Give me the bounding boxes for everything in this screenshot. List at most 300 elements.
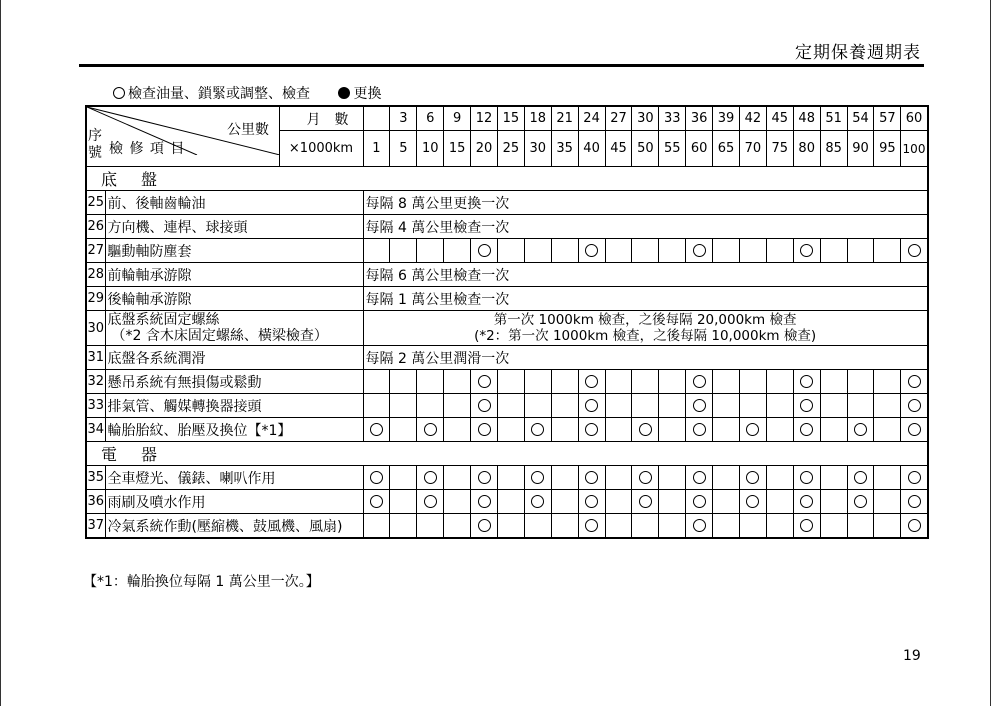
legend-filled-label: 更換 — [353, 86, 382, 102]
schedule-cell — [524, 239, 551, 263]
row-number: 26 — [86, 215, 105, 239]
schedule-cell — [444, 370, 471, 394]
page-number: 19 — [903, 648, 921, 664]
section-row — [86, 167, 928, 191]
schedule-cell — [739, 239, 766, 263]
schedule-cell — [820, 490, 847, 514]
row-number: 25 — [86, 191, 105, 215]
open-circle-icon — [693, 471, 706, 484]
row-number: 31 — [86, 346, 105, 370]
schedule-cell — [793, 418, 820, 442]
month-cell: 24 — [578, 106, 605, 131]
schedule-cell — [363, 370, 390, 394]
schedule-cell — [901, 514, 928, 539]
schedule-cell — [390, 466, 417, 490]
schedule-cell — [605, 394, 632, 418]
legend — [113, 83, 381, 103]
schedule-cell — [390, 490, 417, 514]
schedule-cell — [390, 514, 417, 539]
schedule-row — [86, 287, 928, 311]
open-circle-icon — [800, 244, 813, 257]
schedule-cell — [471, 514, 498, 539]
schedule-cell — [417, 514, 444, 539]
schedule-cell — [578, 418, 605, 442]
schedule-cell — [390, 418, 417, 442]
schedule-cell — [471, 490, 498, 514]
schedule-cell — [605, 490, 632, 514]
row-number: 36 — [86, 490, 105, 514]
item-name — [105, 311, 363, 346]
open-circle-icon — [693, 495, 706, 508]
km-cell: 5 — [390, 131, 417, 167]
km-cell: 90 — [847, 131, 874, 167]
km-cell: 1 — [363, 131, 390, 167]
schedule-cell — [766, 490, 793, 514]
schedule-cell — [874, 418, 901, 442]
schedule-cell — [874, 514, 901, 539]
open-circle-icon — [800, 375, 813, 388]
schedule-cell — [497, 466, 524, 490]
schedule-cell — [686, 394, 713, 418]
interval-note-line-2: (*2：第一次 1000km 檢查，之後每隔 10,000km 檢查) — [474, 328, 817, 344]
schedule-row — [86, 311, 928, 346]
month-cell — [363, 106, 390, 131]
schedule-cell — [901, 418, 928, 442]
schedule-cell — [497, 418, 524, 442]
month-cell: 15 — [497, 106, 524, 131]
item-name: 方向機、連桿、球接頭 — [105, 215, 363, 239]
schedule-cell — [605, 514, 632, 539]
schedule-cell — [713, 466, 740, 490]
open-circle-icon — [113, 87, 125, 99]
schedule-cell — [793, 370, 820, 394]
open-circle-icon — [854, 471, 867, 484]
item-label: 檢 修 項 目 — [109, 141, 186, 157]
row-number: 29 — [86, 287, 105, 311]
header-row-months — [86, 106, 928, 131]
months-label: 月 數 — [279, 106, 363, 131]
km-cell: 75 — [766, 131, 793, 167]
open-circle-icon — [639, 471, 652, 484]
schedule-cell — [632, 466, 659, 490]
open-circle-icon — [908, 495, 921, 508]
schedule-cell — [713, 239, 740, 263]
schedule-cell — [901, 239, 928, 263]
schedule-cell — [793, 394, 820, 418]
schedule-cell — [632, 394, 659, 418]
schedule-cell — [471, 370, 498, 394]
schedule-cell — [551, 239, 578, 263]
row-number: 28 — [86, 263, 105, 287]
interval-note — [363, 311, 928, 346]
unit-label: ×1000km — [279, 131, 363, 167]
schedule-cell — [820, 370, 847, 394]
schedule-cell — [793, 239, 820, 263]
schedule-cell — [847, 394, 874, 418]
schedule-cell — [847, 514, 874, 539]
schedule-cell — [793, 466, 820, 490]
schedule-cell — [444, 514, 471, 539]
schedule-cell — [632, 490, 659, 514]
schedule-cell — [713, 514, 740, 539]
schedule-cell — [363, 466, 390, 490]
schedule-cell — [444, 490, 471, 514]
schedule-cell — [847, 466, 874, 490]
interval-note: 每隔 1 萬公里檢查一次 — [363, 287, 928, 311]
open-circle-icon — [531, 495, 544, 508]
month-cell: 12 — [471, 106, 498, 131]
schedule-cell — [551, 418, 578, 442]
schedule-cell — [444, 394, 471, 418]
schedule-cell — [901, 466, 928, 490]
schedule-cell — [874, 239, 901, 263]
open-circle-icon — [424, 471, 437, 484]
schedule-cell — [417, 418, 444, 442]
km-cell: 15 — [444, 131, 471, 167]
km-cell: 85 — [820, 131, 847, 167]
schedule-cell — [471, 394, 498, 418]
schedule-cell — [390, 394, 417, 418]
open-circle-icon — [800, 399, 813, 412]
title-rule — [79, 64, 924, 67]
schedule-cell — [659, 490, 686, 514]
schedule-cell — [578, 514, 605, 539]
schedule-cell — [874, 394, 901, 418]
schedule-row — [86, 466, 928, 490]
schedule-cell — [417, 466, 444, 490]
row-number: 37 — [86, 514, 105, 539]
schedule-cell — [739, 394, 766, 418]
schedule-cell — [417, 370, 444, 394]
item-name: 驅動軸防塵套 — [105, 239, 363, 263]
schedule-cell — [739, 370, 766, 394]
month-cell: 51 — [820, 106, 847, 131]
schedule-cell — [686, 490, 713, 514]
schedule-cell — [901, 370, 928, 394]
schedule-cell — [659, 239, 686, 263]
schedule-cell — [524, 514, 551, 539]
open-circle-icon — [478, 519, 491, 532]
schedule-cell — [497, 394, 524, 418]
open-circle-icon — [908, 375, 921, 388]
schedule-row — [86, 215, 928, 239]
open-circle-icon — [424, 423, 437, 436]
month-cell: 27 — [605, 106, 632, 131]
schedule-cell — [820, 514, 847, 539]
open-circle-icon — [370, 495, 383, 508]
schedule-cell — [874, 466, 901, 490]
interval-note-line-1: 第一次 1000km 檢查，之後每隔 20,000km 檢查 — [493, 312, 797, 328]
km-cell: 55 — [659, 131, 686, 167]
schedule-cell — [551, 490, 578, 514]
schedule-cell — [766, 370, 793, 394]
schedule-cell — [847, 490, 874, 514]
filled-circle-icon — [338, 87, 350, 99]
open-circle-icon — [639, 423, 652, 436]
schedule-cell — [739, 514, 766, 539]
open-circle-icon — [585, 471, 598, 484]
item-name: 底盤各系統潤滑 — [105, 346, 363, 370]
schedule-cell — [659, 466, 686, 490]
schedule-cell — [820, 466, 847, 490]
schedule-cell — [497, 514, 524, 539]
open-circle-icon — [585, 244, 598, 257]
schedule-cell — [578, 490, 605, 514]
schedule-cell — [659, 514, 686, 539]
schedule-cell — [632, 418, 659, 442]
month-cell: 42 — [739, 106, 766, 131]
row-number: 35 — [86, 466, 105, 490]
km-cell: 65 — [713, 131, 740, 167]
km-cell: 30 — [524, 131, 551, 167]
open-circle-icon — [746, 495, 759, 508]
schedule-cell — [578, 394, 605, 418]
schedule-cell — [497, 239, 524, 263]
schedule-cell — [524, 370, 551, 394]
schedule-cell — [363, 514, 390, 539]
open-circle-icon — [693, 244, 706, 257]
schedule-cell — [713, 490, 740, 514]
open-circle-icon — [854, 495, 867, 508]
schedule-cell — [766, 514, 793, 539]
schedule-cell — [444, 239, 471, 263]
schedule-cell — [363, 394, 390, 418]
legend-open-label: 檢查油量、鎖緊或調整、檢查 — [128, 86, 310, 102]
schedule-cell — [605, 370, 632, 394]
section-title — [86, 167, 928, 191]
open-circle-icon — [693, 399, 706, 412]
schedule-cell — [390, 370, 417, 394]
schedule-row — [86, 418, 928, 442]
footnote: 【*1：輪胎換位每隔 1 萬公里一次。】 — [83, 574, 320, 590]
schedule-cell — [551, 370, 578, 394]
schedule-cell — [739, 466, 766, 490]
open-circle-icon — [424, 495, 437, 508]
schedule-row — [86, 191, 928, 215]
schedule-cell — [686, 418, 713, 442]
schedule-cell — [901, 394, 928, 418]
schedule-cell — [471, 466, 498, 490]
open-circle-icon — [908, 471, 921, 484]
km-cell: 70 — [739, 131, 766, 167]
open-circle-icon — [800, 495, 813, 508]
schedule-cell — [766, 239, 793, 263]
km-cell: 40 — [578, 131, 605, 167]
schedule-row — [86, 514, 928, 539]
schedule-cell — [578, 239, 605, 263]
schedule-cell — [578, 370, 605, 394]
km-cell: 25 — [497, 131, 524, 167]
schedule-cell — [659, 418, 686, 442]
month-cell: 60 — [901, 106, 928, 131]
open-circle-icon — [531, 423, 544, 436]
schedule-cell — [444, 466, 471, 490]
schedule-cell — [363, 490, 390, 514]
schedule-cell — [605, 239, 632, 263]
schedule-cell — [901, 490, 928, 514]
schedule-row — [86, 346, 928, 370]
mileage-label: 公里數 — [227, 122, 269, 138]
km-cell: 45 — [605, 131, 632, 167]
item-name: 前、後軸齒輪油 — [105, 191, 363, 215]
km-cell: 100 — [901, 131, 928, 167]
schedule-cell — [605, 466, 632, 490]
open-circle-icon — [585, 519, 598, 532]
open-circle-icon — [585, 399, 598, 412]
schedule-cell — [551, 514, 578, 539]
item-name: 冷氣系統作動(壓縮機、鼓風機、風扇) — [105, 514, 363, 539]
item-name: 後輪軸承游隙 — [105, 287, 363, 311]
row-number: 34 — [86, 418, 105, 442]
maintenance-schedule-table — [85, 105, 929, 539]
item-name: 全車燈光、儀錶、喇叭作用 — [105, 466, 363, 490]
schedule-cell — [686, 370, 713, 394]
schedule-cell — [444, 418, 471, 442]
km-cell: 20 — [471, 131, 498, 167]
open-circle-icon — [908, 244, 921, 257]
km-cell: 10 — [417, 131, 444, 167]
open-circle-icon — [746, 423, 759, 436]
row-number: 27 — [86, 239, 105, 263]
schedule-cell — [363, 239, 390, 263]
interval-note: 每隔 6 萬公里檢查一次 — [363, 263, 928, 287]
month-cell: 36 — [686, 106, 713, 131]
schedule-row — [86, 394, 928, 418]
schedule-cell — [820, 394, 847, 418]
schedule-cell — [390, 239, 417, 263]
month-cell: 6 — [417, 106, 444, 131]
schedule-cell — [605, 418, 632, 442]
schedule-cell — [471, 239, 498, 263]
month-cell: 39 — [713, 106, 740, 131]
schedule-cell — [551, 466, 578, 490]
interval-note: 每隔 2 萬公里潤滑一次 — [363, 346, 928, 370]
schedule-cell — [497, 490, 524, 514]
row-number: 30 — [86, 311, 105, 346]
open-circle-icon — [639, 495, 652, 508]
schedule-cell — [686, 239, 713, 263]
row-number: 33 — [86, 394, 105, 418]
schedule-cell — [847, 239, 874, 263]
schedule-cell — [686, 466, 713, 490]
section-name: 電器 — [101, 445, 182, 464]
schedule-cell — [766, 466, 793, 490]
schedule-cell — [632, 514, 659, 539]
item-line-1: 底盤系統固定螺絲 — [107, 312, 220, 328]
schedule-cell — [766, 394, 793, 418]
schedule-cell — [524, 490, 551, 514]
km-cell: 95 — [874, 131, 901, 167]
schedule-row — [86, 370, 928, 394]
schedule-cell — [524, 418, 551, 442]
schedule-cell — [713, 418, 740, 442]
open-circle-icon — [478, 399, 491, 412]
open-circle-icon — [800, 519, 813, 532]
open-circle-icon — [800, 471, 813, 484]
schedule-cell — [766, 418, 793, 442]
open-circle-icon — [478, 471, 491, 484]
schedule-cell — [847, 418, 874, 442]
open-circle-icon — [370, 423, 383, 436]
open-circle-icon — [531, 471, 544, 484]
open-circle-icon — [908, 519, 921, 532]
schedule-row — [86, 490, 928, 514]
row-number: 32 — [86, 370, 105, 394]
open-circle-icon — [478, 244, 491, 257]
open-circle-icon — [478, 375, 491, 388]
seq-label: 序號 — [88, 128, 102, 161]
open-circle-icon — [478, 495, 491, 508]
interval-note: 每隔 4 萬公里檢查一次 — [363, 215, 928, 239]
km-cell: 80 — [793, 131, 820, 167]
schedule-cell — [659, 370, 686, 394]
km-cell: 50 — [632, 131, 659, 167]
page-title: 定期保養週期表 — [795, 43, 921, 63]
open-circle-icon — [585, 375, 598, 388]
month-cell: 18 — [524, 106, 551, 131]
section-name: 底盤 — [101, 170, 182, 189]
open-circle-icon — [746, 471, 759, 484]
schedule-cell — [739, 418, 766, 442]
schedule-cell — [417, 239, 444, 263]
schedule-cell — [417, 490, 444, 514]
schedule-cell — [524, 394, 551, 418]
schedule-cell — [874, 370, 901, 394]
schedule-cell — [363, 418, 390, 442]
header-diagonal-cell — [86, 106, 279, 167]
schedule-cell — [713, 370, 740, 394]
open-circle-icon — [693, 375, 706, 388]
open-circle-icon — [370, 471, 383, 484]
open-circle-icon — [908, 399, 921, 412]
month-cell: 54 — [847, 106, 874, 131]
interval-note: 每隔 8 萬公里更換一次 — [363, 191, 928, 215]
month-cell: 48 — [793, 106, 820, 131]
schedule-cell — [713, 394, 740, 418]
schedule-cell — [632, 370, 659, 394]
schedule-cell — [820, 239, 847, 263]
open-circle-icon — [585, 495, 598, 508]
schedule-cell — [659, 394, 686, 418]
item-name: 雨刷及噴水作用 — [105, 490, 363, 514]
section-row — [86, 442, 928, 466]
open-circle-icon — [800, 423, 813, 436]
schedule-cell — [524, 466, 551, 490]
item-name: 前輪軸承游隙 — [105, 263, 363, 287]
schedule-cell — [551, 394, 578, 418]
month-cell: 45 — [766, 106, 793, 131]
schedule-row — [86, 263, 928, 287]
month-cell: 3 — [390, 106, 417, 131]
schedule-cell — [793, 490, 820, 514]
schedule-cell — [739, 490, 766, 514]
schedule-cell — [632, 239, 659, 263]
schedule-cell — [793, 514, 820, 539]
month-cell: 21 — [551, 106, 578, 131]
schedule-cell — [874, 490, 901, 514]
month-cell: 57 — [874, 106, 901, 131]
open-circle-icon — [693, 423, 706, 436]
schedule-cell — [820, 418, 847, 442]
schedule-cell — [578, 466, 605, 490]
schedule-cell — [497, 370, 524, 394]
km-cell: 60 — [686, 131, 713, 167]
page-left-edge — [0, 0, 1, 706]
open-circle-icon — [908, 423, 921, 436]
open-circle-icon — [854, 423, 867, 436]
item-name: 排氣管、觸媒轉換器接頭 — [105, 394, 363, 418]
item-name: 輪胎胎紋、胎壓及換位【*1】 — [105, 418, 363, 442]
